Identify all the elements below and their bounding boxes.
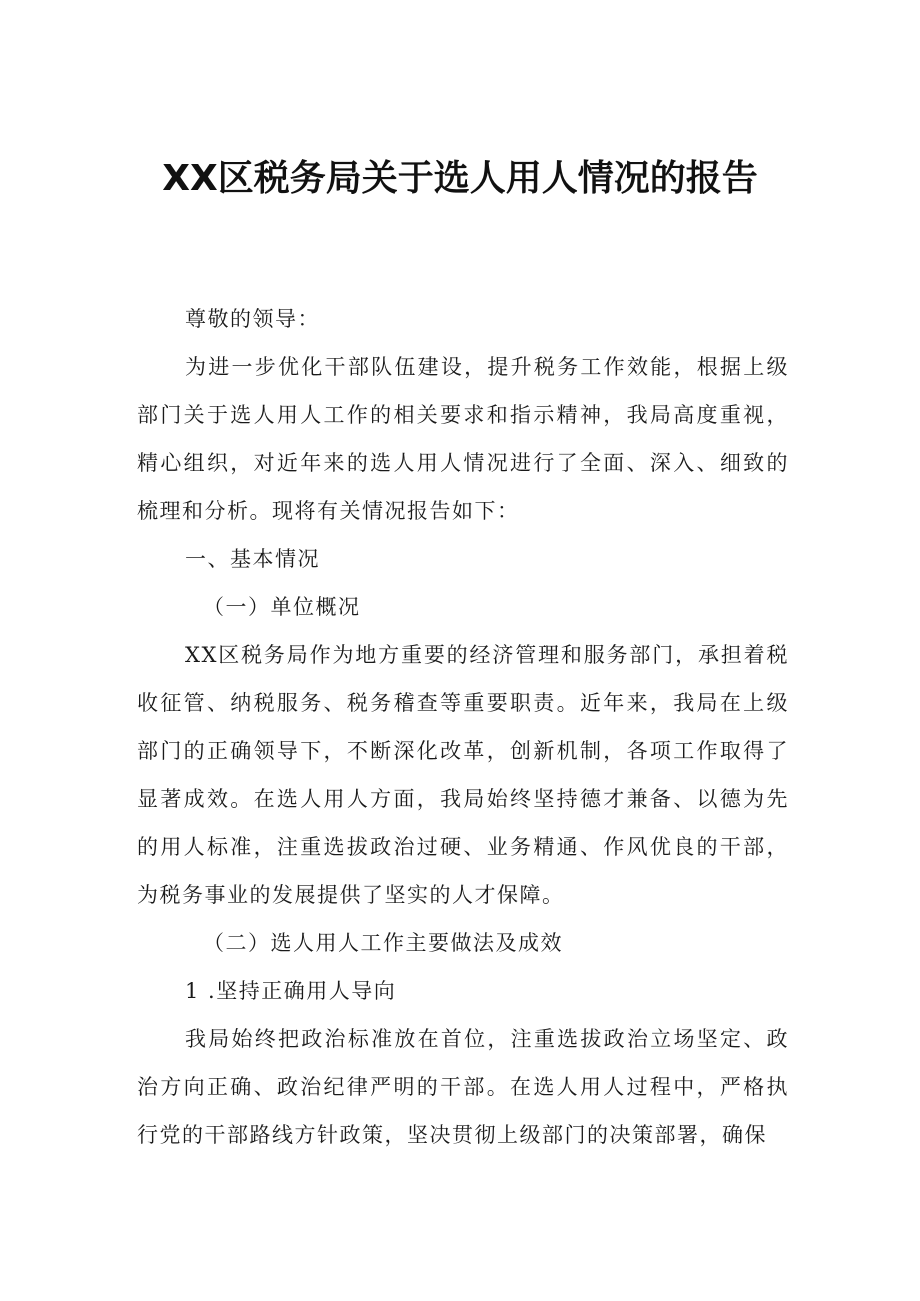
item-heading-orientation: 1 .坚持正确用人导向 [185,979,397,1003]
document-title: XX区税务局关于选人用人情况的报告 [162,158,758,199]
section-heading-basic: 一、基本情况 [185,547,320,571]
subsection-heading-unit-overview: （一）单位概况 [203,595,361,619]
unit-overview-paragraph: XX区税务局作为地方重要的经济管理和服务部门，承担着税收征管、纳税服务、税务稽查等重要职责。近年来，我局在上级部门的正确领导下，不断深化改革，创新机制，各项工作取得了显著成效。在选人用人方面，我局始终坚持德才兼备、以德为先的用人标准，注重选拔政治过硬、业务精通、作风优良的干部，为税务事业的发展提供了坚实的人才保障。 [137,643,789,907]
orientation-paragraph: 我局始终把政治标准放在首位，注重选拔政治立场坚定、政治方向正确、政治纪律严明的干部。在选人用人过程中，严格执行党的干部路线方针政策，坚决贯彻上级部门的决策部署，确保 [137,1027,789,1147]
document-body [137,295,789,1159]
subsection-heading-practices: （二）选人用人工作主要做法及成效 [203,931,563,955]
intro-paragraph: 为进一步优化干部队伍建设，提升税务工作效能，根据上级部门关于选人用人工作的相关要求和指示精神，我局高度重视，精心组织，对近年来的选人用人情况进行了全面、深入、细致的梳理和分析。现将有关情况报告如下： [137,355,789,523]
salutation: 尊敬的领导： [185,307,320,331]
